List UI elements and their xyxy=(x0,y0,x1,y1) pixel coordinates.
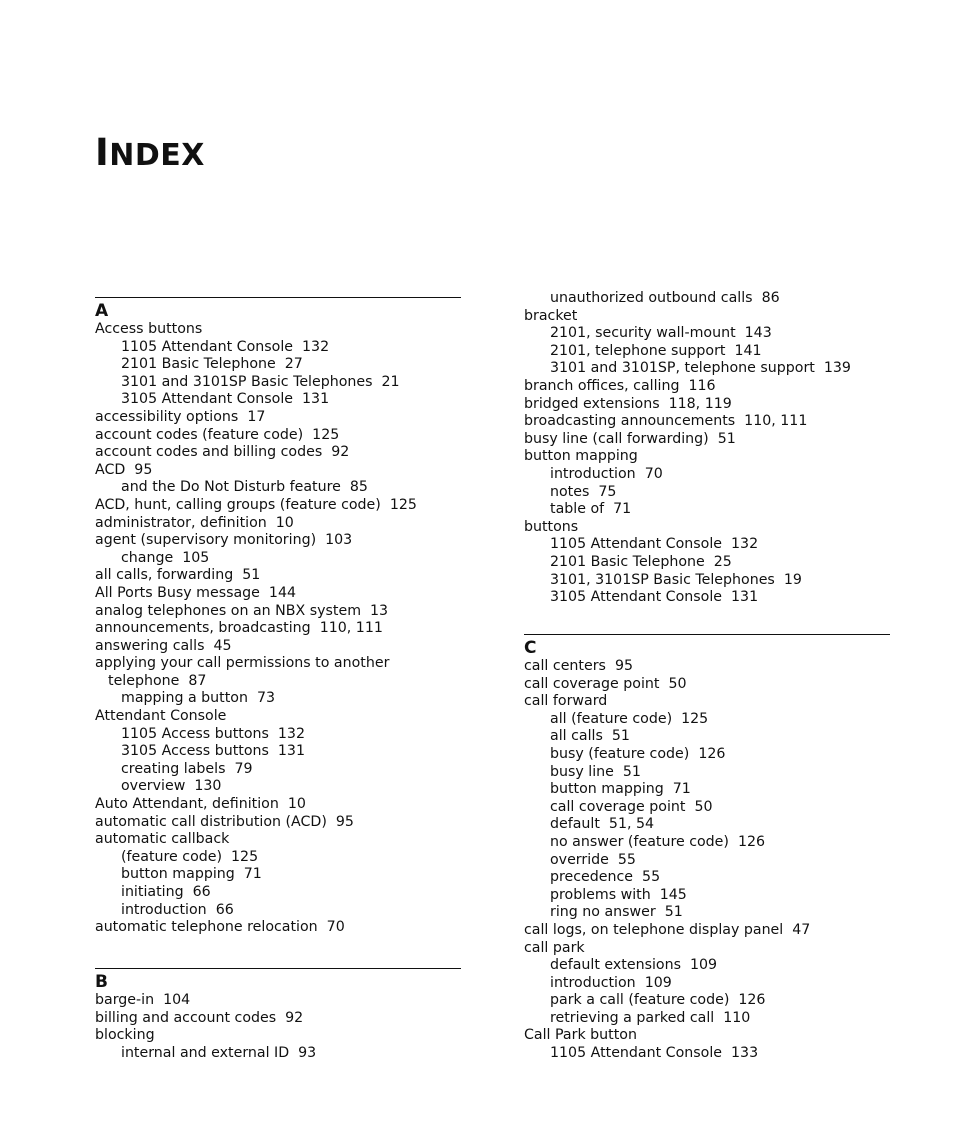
entry-page-number: 125 xyxy=(312,426,340,443)
entry-term: 2101 Basic Telephone xyxy=(121,356,276,373)
entry-term: overview xyxy=(121,778,186,795)
entry-page-number: 109 xyxy=(644,974,672,991)
entry-term: problems with xyxy=(550,886,651,903)
entry-page-number: 66 xyxy=(192,884,211,900)
entry-term: button mapping xyxy=(121,866,235,883)
section-c xyxy=(524,634,890,1063)
entry-page-number: 10 xyxy=(287,796,306,813)
section-rule xyxy=(95,297,461,298)
index-subentry xyxy=(524,816,890,834)
entry-term: broadcasting announcements xyxy=(524,413,736,430)
entry-page-number: 105 xyxy=(182,549,210,566)
entry-page-number: 104 xyxy=(163,992,191,1008)
entry-term: precedence xyxy=(550,869,634,886)
entry-term: announcements, broadcasting xyxy=(95,620,311,637)
entry-term: busy line (call forwarding) xyxy=(524,430,709,447)
index-subentry xyxy=(524,869,890,887)
index-entry xyxy=(95,567,461,585)
section-b xyxy=(95,968,461,1062)
index-subentry xyxy=(524,711,890,729)
title-rest: NDEX xyxy=(109,138,205,173)
entry-term: bridged extensions xyxy=(524,395,660,412)
index-subentry xyxy=(524,536,890,554)
entry-term: call logs, on telephone display panel xyxy=(524,921,784,938)
index-entry xyxy=(95,321,461,339)
index-entry xyxy=(95,708,461,726)
index-entry xyxy=(524,519,890,537)
entry-term: buttons xyxy=(524,518,579,535)
index-entries-b xyxy=(95,992,461,1062)
index-subentry xyxy=(524,992,890,1010)
entry-term: call centers xyxy=(524,658,606,674)
index-subentry xyxy=(524,781,890,799)
entry-page-number: 132 xyxy=(302,338,330,355)
entry-term: mapping a button xyxy=(121,690,248,707)
index-entry xyxy=(95,585,461,603)
index-entry xyxy=(95,462,461,480)
entry-page-number: 131 xyxy=(731,589,759,606)
index-subentry xyxy=(524,799,890,817)
entry-term: busy (feature code) xyxy=(550,745,690,762)
entry-page-number: 125 xyxy=(231,848,259,865)
index-entry xyxy=(524,431,890,449)
index-entry xyxy=(524,658,890,676)
index-entry xyxy=(524,308,890,326)
entry-page-number: 125 xyxy=(389,496,417,513)
entry-term: 3101 and 3101SP Basic Telephones xyxy=(121,373,373,390)
entry-term: call coverage point xyxy=(524,675,660,692)
entry-term: all calls xyxy=(550,728,603,745)
entry-term: default extensions xyxy=(550,957,681,974)
entry-page-number: 50 xyxy=(694,798,713,815)
entry-page-number: 71 xyxy=(672,781,691,798)
entry-page-number: 79 xyxy=(234,760,253,777)
entry-term: 3105 Attendant Console xyxy=(121,391,294,408)
index-subentry xyxy=(95,356,461,374)
entry-page-number: 95 xyxy=(134,461,153,478)
index-entry xyxy=(95,919,461,937)
index-entry xyxy=(95,638,461,656)
entry-page-number: 51 xyxy=(611,728,630,745)
entry-term: ACD, hunt, calling groups (feature code) xyxy=(95,496,381,513)
entry-page-number: 92 xyxy=(285,1009,304,1026)
entry-page-number: 51 xyxy=(622,763,641,780)
index-subentry xyxy=(524,554,890,572)
entry-term: 1105 Access buttons xyxy=(121,725,269,742)
entry-page-number: 144 xyxy=(268,584,297,601)
entry-page-number: 110, 111 xyxy=(319,620,383,637)
index-subentry xyxy=(524,484,890,502)
index-subentry xyxy=(524,325,890,343)
index-subentry xyxy=(95,690,461,708)
entry-term: retrieving a parked call xyxy=(550,1009,715,1026)
entry-page-number: 25 xyxy=(713,553,732,570)
entry-term: call park xyxy=(524,939,585,956)
index-entry xyxy=(524,676,890,694)
index-entry xyxy=(524,693,890,711)
entry-term: ACD xyxy=(95,461,126,478)
index-subentry xyxy=(524,852,890,870)
index-subentry xyxy=(95,726,461,744)
entry-term: account codes and billing codes xyxy=(95,444,323,461)
entry-page-number: 131 xyxy=(302,391,330,408)
entry-term: branch offices, calling xyxy=(524,377,680,394)
index-entries-c xyxy=(524,658,890,1063)
entry-term: All Ports Busy message xyxy=(95,584,260,601)
entry-term: park a call (feature code) xyxy=(550,992,730,1009)
index-entry xyxy=(95,992,461,1010)
entry-term: 1105 Attendant Console xyxy=(550,536,723,553)
entry-page-number: 118, 119 xyxy=(668,395,732,412)
index-subentry xyxy=(524,343,890,361)
section-letter-c: C xyxy=(524,638,537,658)
entry-page-number: 51 xyxy=(664,904,683,921)
entry-page-number: 45 xyxy=(213,637,232,654)
entry-term: busy line xyxy=(550,763,614,780)
section-letter-a: A xyxy=(95,301,109,321)
entry-page-number: 125 xyxy=(681,710,709,727)
entry-page-number: 92 xyxy=(331,444,350,461)
index-subentry xyxy=(95,884,461,902)
entry-page-number: 85 xyxy=(349,479,368,496)
entry-term: button mapping xyxy=(550,781,664,798)
index-subentry xyxy=(95,761,461,779)
entry-page-number: 116 xyxy=(688,377,716,394)
entry-page-number: 27 xyxy=(284,356,303,373)
entry-page-number: 93 xyxy=(298,1044,317,1061)
entry-term: account codes (feature code) xyxy=(95,426,304,443)
index-subentry xyxy=(524,975,890,993)
entry-page-number: 75 xyxy=(598,483,617,500)
section-letter-b: B xyxy=(95,972,108,992)
entry-page-number: 110 xyxy=(723,1009,751,1026)
entry-term: barge-in xyxy=(95,992,155,1008)
entry-page-number: 133 xyxy=(731,1045,759,1062)
index-subentry xyxy=(95,1045,461,1063)
entry-term: Call Park button xyxy=(524,1027,637,1044)
index-subentry xyxy=(524,290,890,308)
entry-term: automatic telephone relocation xyxy=(95,919,318,936)
index-entry xyxy=(524,448,890,466)
entry-page-number: 70 xyxy=(326,919,345,936)
entry-page-number: 17 xyxy=(247,408,266,425)
entry-page-number: 126 xyxy=(698,745,726,762)
index-subentry xyxy=(524,764,890,782)
section-rule xyxy=(524,634,890,635)
entry-term: call coverage point xyxy=(550,798,686,815)
entry-page-number: 51, 54 xyxy=(608,816,655,833)
entry-term: applying your call permissions to another xyxy=(95,655,390,672)
entry-term: administrator, definition xyxy=(95,514,267,531)
entry-page-number: 132 xyxy=(731,536,759,553)
index-subentry xyxy=(95,778,461,796)
index-subentry xyxy=(524,746,890,764)
entry-term: 1105 Attendant Console xyxy=(121,338,294,355)
section-rule xyxy=(95,968,461,969)
index-entry xyxy=(95,515,461,533)
entry-term: 3101 and 3101SP, telephone support xyxy=(550,360,815,377)
index-entry xyxy=(95,532,461,550)
index-subentry xyxy=(524,904,890,922)
index-subentry xyxy=(524,360,890,378)
entry-page-number: 131 xyxy=(277,743,305,760)
entry-term: billing and account codes xyxy=(95,1009,277,1026)
index-subentry xyxy=(524,887,890,905)
index-subentry xyxy=(95,479,461,497)
entry-page-number: 51 xyxy=(242,567,261,584)
entry-page-number: 95 xyxy=(335,813,354,830)
index-entry xyxy=(524,940,890,958)
entry-term: all (feature code) xyxy=(550,710,673,727)
section-b-continued xyxy=(524,290,890,607)
entry-page-number: 66 xyxy=(215,901,234,918)
entry-page-number: 110, 111 xyxy=(744,413,808,430)
entry-page-number: 55 xyxy=(617,851,636,868)
entry-page-number: 126 xyxy=(738,992,766,1009)
entry-term: default xyxy=(550,816,600,833)
entry-page-number: 50 xyxy=(668,675,687,692)
index-subentry xyxy=(95,902,461,920)
entry-page-number: 10 xyxy=(275,514,294,531)
entry-page-number: 126 xyxy=(737,833,766,850)
index-subentry xyxy=(95,391,461,409)
entry-term: 2101, security wall-mount xyxy=(550,325,736,342)
entry-term: 1105 Attendant Console xyxy=(550,1045,723,1062)
entry-term: 3105 Attendant Console xyxy=(550,589,723,606)
entry-term: telephone xyxy=(108,672,180,689)
entry-term: agent (supervisory monitoring) xyxy=(95,532,317,549)
entry-term: button mapping xyxy=(524,448,638,465)
index-subentry xyxy=(524,572,890,590)
index-subentry xyxy=(95,866,461,884)
index-entry xyxy=(95,1010,461,1028)
index-subentry xyxy=(524,834,890,852)
index-entry xyxy=(524,413,890,431)
entry-term: Attendant Console xyxy=(95,708,227,725)
entry-term: Auto Attendant, definition xyxy=(95,796,279,813)
entry-term: call forward xyxy=(524,693,608,710)
entry-term: answering calls xyxy=(95,637,205,654)
entry-page-number: 71 xyxy=(243,866,262,883)
entry-term: 3101, 3101SP Basic Telephones xyxy=(550,571,775,588)
entry-term: override xyxy=(550,851,609,868)
index-subentry xyxy=(95,743,461,761)
entry-page-number: 47 xyxy=(792,921,811,938)
entry-page-number: 55 xyxy=(642,869,661,886)
entry-page-number: 87 xyxy=(188,672,207,689)
entry-term: Access buttons xyxy=(95,321,203,337)
entry-term: ring no answer xyxy=(550,904,656,921)
entry-term: all calls, forwarding xyxy=(95,567,234,584)
entry-term: unauthorized outbound calls xyxy=(550,290,753,306)
index-entry xyxy=(95,409,461,427)
entry-term: 2101, telephone support xyxy=(550,342,726,359)
index-subentry xyxy=(524,1045,890,1063)
index-entries-a xyxy=(95,321,461,937)
entry-page-number: 19 xyxy=(783,571,802,588)
entry-page-number: 130 xyxy=(194,778,222,795)
entry-term: accessibility options xyxy=(95,408,239,425)
entry-term: bracket xyxy=(524,307,578,324)
index-entry xyxy=(95,603,461,621)
index-entry xyxy=(524,396,890,414)
entry-page-number: 139 xyxy=(823,360,851,377)
index-subentry xyxy=(95,339,461,357)
index-subentry xyxy=(95,673,461,691)
entry-term: change xyxy=(121,549,174,566)
index-entry xyxy=(95,497,461,515)
entry-term: automatic call distribution (ACD) xyxy=(95,813,327,830)
index-entry xyxy=(95,444,461,462)
entry-page-number: 141 xyxy=(734,342,762,359)
index-subentry xyxy=(524,957,890,975)
entry-term: notes xyxy=(550,483,590,500)
entry-term: table of xyxy=(550,501,605,518)
index-entry xyxy=(95,796,461,814)
entry-page-number: 109 xyxy=(690,957,718,974)
section-a xyxy=(95,297,461,937)
entry-page-number: 103 xyxy=(325,532,353,549)
index-entries-b-cont xyxy=(524,290,890,607)
index-entry xyxy=(95,620,461,638)
index-subentry xyxy=(95,374,461,392)
entry-page-number: 71 xyxy=(613,501,632,518)
entry-page-number: 21 xyxy=(381,373,400,390)
index-subentry xyxy=(95,849,461,867)
entry-page-number: 70 xyxy=(644,465,663,482)
entry-page-number: 145 xyxy=(659,886,687,903)
index-entry xyxy=(95,814,461,832)
entry-term: blocking xyxy=(95,1027,155,1044)
index-entry xyxy=(524,378,890,396)
entry-term: analog telephones on an NBX system xyxy=(95,602,362,619)
entry-term: and the Do Not Disturb feature xyxy=(121,479,341,496)
entry-term: introduction xyxy=(121,901,207,918)
entry-term: introduction xyxy=(550,465,636,482)
entry-page-number: 143 xyxy=(744,325,772,342)
entry-term: 3105 Access buttons xyxy=(121,743,269,760)
entry-term: no answer (feature code) xyxy=(550,833,729,850)
page-title xyxy=(95,131,205,174)
index-entry xyxy=(95,427,461,445)
index-subentry xyxy=(524,728,890,746)
index-subentry xyxy=(524,1010,890,1028)
entry-page-number: 13 xyxy=(370,602,389,619)
entry-page-number: 51 xyxy=(717,430,736,447)
index-entry xyxy=(95,1027,461,1045)
entry-page-number: 132 xyxy=(277,725,305,742)
index-entry xyxy=(524,1027,890,1045)
index-entry xyxy=(524,922,890,940)
index-subentry xyxy=(524,466,890,484)
entry-term: 2101 Basic Telephone xyxy=(550,553,705,570)
title-initial: I xyxy=(95,131,110,174)
entry-term: internal and external ID xyxy=(121,1044,290,1061)
entry-term: introduction xyxy=(550,974,636,991)
entry-term: automatic callback xyxy=(95,831,230,848)
index-entry xyxy=(95,831,461,849)
index-subentry xyxy=(95,550,461,568)
entry-page-number: 86 xyxy=(761,290,780,306)
entry-page-number: 95 xyxy=(614,658,633,674)
entry-term: initiating xyxy=(121,884,184,900)
index-subentry xyxy=(524,501,890,519)
entry-page-number: 73 xyxy=(256,690,276,707)
entry-term: creating labels xyxy=(121,760,226,777)
index-entry xyxy=(95,655,461,673)
entry-term: (feature code) xyxy=(121,848,223,865)
index-subentry xyxy=(524,589,890,607)
